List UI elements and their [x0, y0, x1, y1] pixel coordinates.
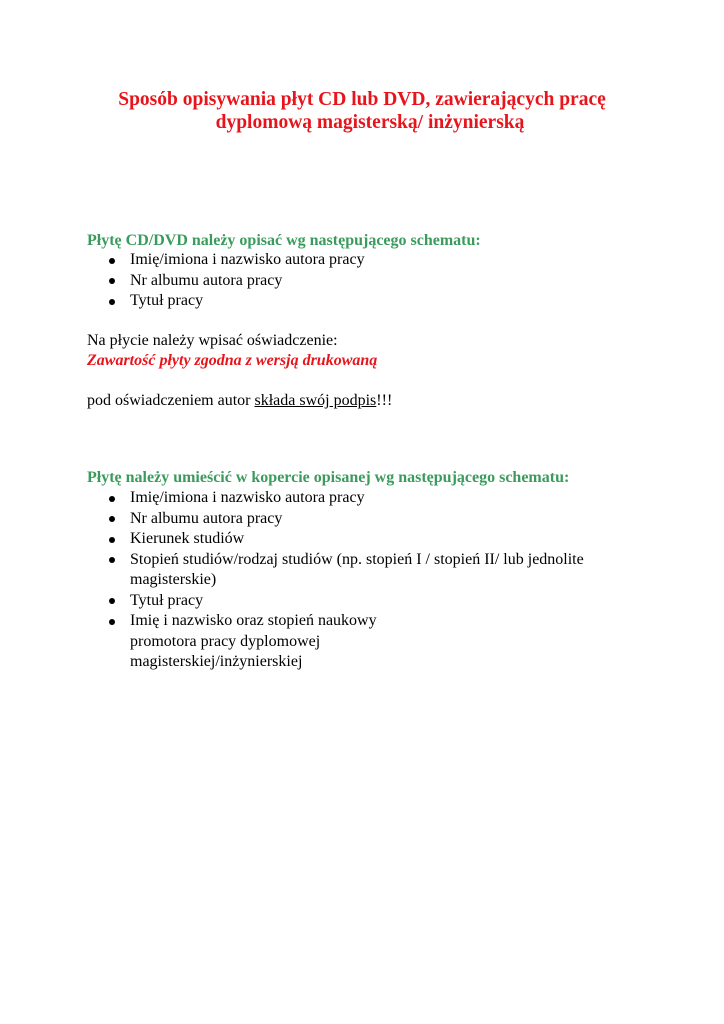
list-item: Imię/imiona i nazwisko autora pracy	[87, 488, 587, 509]
page-title-line-1: Sposób opisywania płyt CD lub DVD, zawierających pracę	[118, 89, 606, 110]
list-item: Tytuł pracy	[87, 591, 587, 612]
disc-requirements-list	[87, 250, 647, 312]
page-title	[60, 88, 664, 134]
list-item: Stopień studiów/rodzaj studiów (np. stopień I / stopień II/ lub jednolite magisterskie)	[87, 550, 587, 591]
list-item: Imię i nazwisko oraz stopień naukowy promotora pracy dyplomowej magisterskiej/inżynierskiej	[87, 611, 587, 673]
signature-instruction	[87, 391, 392, 411]
statement-text: Zawartość płyty zgodna z wersją drukowaną	[87, 352, 378, 369]
page-title-line-2: dyplomową magisterską/ inżynierską	[215, 112, 525, 133]
statement-intro: Na płycie należy wpisać oświadczenie:	[87, 332, 338, 349]
list-item: Kierunek studiów	[87, 529, 587, 550]
envelope-requirements-list	[87, 488, 587, 673]
signature-prefix: pod oświadczeniem autor	[87, 392, 255, 409]
signature-suffix: !!!	[376, 392, 393, 409]
list-item: Nr albumu autora pracy	[87, 271, 647, 292]
list-item: Nr albumu autora pracy	[87, 509, 587, 530]
list-item: Imię/imiona i nazwisko autora pracy	[87, 250, 647, 271]
disc-section-heading: Płytę CD/DVD należy opisać wg następującego schematu:	[87, 232, 481, 249]
signature-underlined-text: składa swój podpis	[254, 392, 377, 409]
list-item: Tytuł pracy	[87, 291, 647, 312]
envelope-section-heading: Płytę należy umieścić w kopercie opisanej wg następującego schematu:	[87, 469, 570, 486]
